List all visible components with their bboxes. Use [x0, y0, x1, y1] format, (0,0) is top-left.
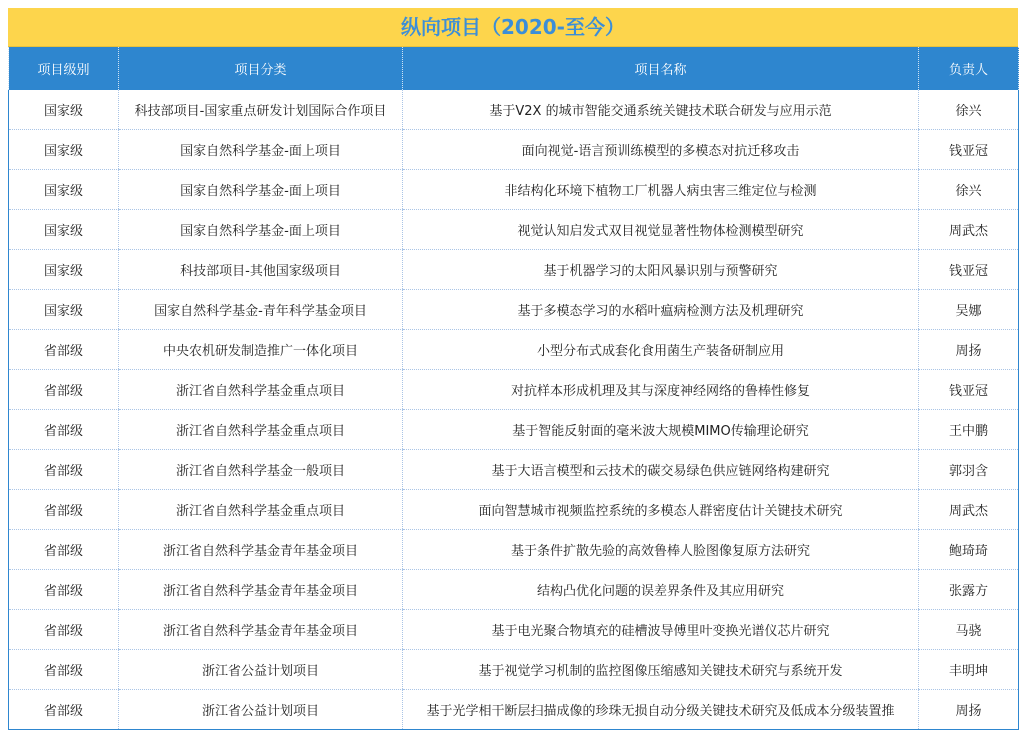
cell-category: 国家自然科学基金-面上项目 — [119, 170, 403, 210]
cell-category: 浙江省自然科学基金一般项目 — [119, 450, 403, 490]
cell-project-name: 基于机器学习的太阳风暴识别与预警研究 — [403, 250, 919, 290]
cell-level: 国家级 — [9, 290, 119, 330]
table-row — [9, 130, 1019, 170]
table-row — [9, 90, 1019, 130]
cell-category: 浙江省公益计划项目 — [119, 690, 403, 730]
cell-project-name: 基于条件扩散先验的高效鲁棒人脸图像复原方法研究 — [403, 530, 919, 570]
header-project-name: 项目名称 — [403, 47, 919, 90]
cell-level: 国家级 — [9, 170, 119, 210]
cell-project-name: 非结构化环境下植物工厂机器人病虫害三维定位与检测 — [403, 170, 919, 210]
cell-category: 科技部项目-国家重点研发计划国际合作项目 — [119, 90, 403, 130]
table-row — [9, 650, 1019, 690]
cell-project-name: 对抗样本形成机理及其与深度神经网络的鲁棒性修复 — [403, 370, 919, 410]
cell-leader: 徐兴 — [919, 170, 1019, 210]
cell-category: 浙江省公益计划项目 — [119, 650, 403, 690]
cell-project-name: 面向智慧城市视频监控系统的多模态人群密度估计关键技术研究 — [403, 490, 919, 530]
cell-level: 省部级 — [9, 610, 119, 650]
cell-leader: 王中鹏 — [919, 410, 1019, 450]
cell-project-name: 基于电光聚合物填充的硅槽波导傅里叶变换光谱仪芯片研究 — [403, 610, 919, 650]
cell-leader: 钱亚冠 — [919, 130, 1019, 170]
project-table-sheet — [8, 8, 1018, 730]
cell-level: 省部级 — [9, 330, 119, 370]
table-row — [9, 690, 1019, 730]
cell-leader: 钱亚冠 — [919, 370, 1019, 410]
cell-level: 省部级 — [9, 450, 119, 490]
cell-level: 省部级 — [9, 490, 119, 530]
cell-category: 浙江省自然科学基金青年基金项目 — [119, 610, 403, 650]
cell-leader: 马骁 — [919, 610, 1019, 650]
cell-level: 国家级 — [9, 130, 119, 170]
cell-category: 浙江省自然科学基金重点项目 — [119, 490, 403, 530]
cell-leader: 郭羽含 — [919, 450, 1019, 490]
table-row — [9, 570, 1019, 610]
cell-level: 省部级 — [9, 690, 119, 730]
cell-leader: 丰明坤 — [919, 650, 1019, 690]
table-row — [9, 250, 1019, 290]
cell-project-name: 基于V2X 的城市智能交通系统关键技术联合研发与应用示范 — [403, 90, 919, 130]
table-row — [9, 530, 1019, 570]
cell-leader: 钱亚冠 — [919, 250, 1019, 290]
cell-leader: 周扬 — [919, 330, 1019, 370]
cell-leader: 张露方 — [919, 570, 1019, 610]
cell-level: 省部级 — [9, 650, 119, 690]
cell-project-name: 基于光学相干断层扫描成像的珍珠无损自动分级关键技术研究及低成本分级装置推 — [403, 690, 919, 730]
table-row — [9, 490, 1019, 530]
header-row — [9, 47, 1019, 90]
table-title: 纵向项目（2020-至今） — [8, 8, 1018, 47]
cell-category: 中央农机研发制造推广一体化项目 — [119, 330, 403, 370]
cell-project-name: 基于大语言模型和云技术的碳交易绿色供应链网络构建研究 — [403, 450, 919, 490]
table-row — [9, 610, 1019, 650]
cell-project-name: 基于智能反射面的毫米波大规模MIMO传输理论研究 — [403, 410, 919, 450]
cell-project-name: 小型分布式成套化食用菌生产装备研制应用 — [403, 330, 919, 370]
cell-project-name: 基于多模态学习的水稻叶瘟病检测方法及机理研究 — [403, 290, 919, 330]
table-row — [9, 370, 1019, 410]
table-body — [9, 90, 1019, 730]
table-row — [9, 410, 1019, 450]
cell-level: 省部级 — [9, 570, 119, 610]
cell-category: 浙江省自然科学基金青年基金项目 — [119, 530, 403, 570]
cell-category: 国家自然科学基金-面上项目 — [119, 130, 403, 170]
table-row — [9, 170, 1019, 210]
cell-level: 国家级 — [9, 250, 119, 290]
cell-category: 浙江省自然科学基金重点项目 — [119, 410, 403, 450]
table-row — [9, 290, 1019, 330]
cell-project-name: 视觉认知启发式双目视觉显著性物体检测模型研究 — [403, 210, 919, 250]
projects-table — [8, 47, 1019, 730]
table-row — [9, 450, 1019, 490]
cell-category: 浙江省自然科学基金重点项目 — [119, 370, 403, 410]
cell-level: 省部级 — [9, 530, 119, 570]
cell-project-name: 基于视觉学习机制的监控图像压缩感知关键技术研究与系统开发 — [403, 650, 919, 690]
table-row — [9, 210, 1019, 250]
cell-leader: 周扬 — [919, 690, 1019, 730]
header-category: 项目分类 — [119, 47, 403, 90]
table-row — [9, 330, 1019, 370]
cell-category: 科技部项目-其他国家级项目 — [119, 250, 403, 290]
cell-leader: 徐兴 — [919, 90, 1019, 130]
cell-leader: 鲍琦琦 — [919, 530, 1019, 570]
cell-category: 国家自然科学基金-面上项目 — [119, 210, 403, 250]
header-leader: 负责人 — [919, 47, 1019, 90]
cell-category: 国家自然科学基金-青年科学基金项目 — [119, 290, 403, 330]
cell-leader: 吴娜 — [919, 290, 1019, 330]
cell-category: 浙江省自然科学基金青年基金项目 — [119, 570, 403, 610]
cell-project-name: 面向视觉-语言预训练模型的多模态对抗迁移攻击 — [403, 130, 919, 170]
header-level: 项目级别 — [9, 47, 119, 90]
cell-project-name: 结构凸优化问题的误差界条件及其应用研究 — [403, 570, 919, 610]
cell-level: 国家级 — [9, 210, 119, 250]
cell-level: 省部级 — [9, 410, 119, 450]
cell-level: 省部级 — [9, 370, 119, 410]
cell-leader: 周武杰 — [919, 210, 1019, 250]
cell-leader: 周武杰 — [919, 490, 1019, 530]
cell-level: 国家级 — [9, 90, 119, 130]
